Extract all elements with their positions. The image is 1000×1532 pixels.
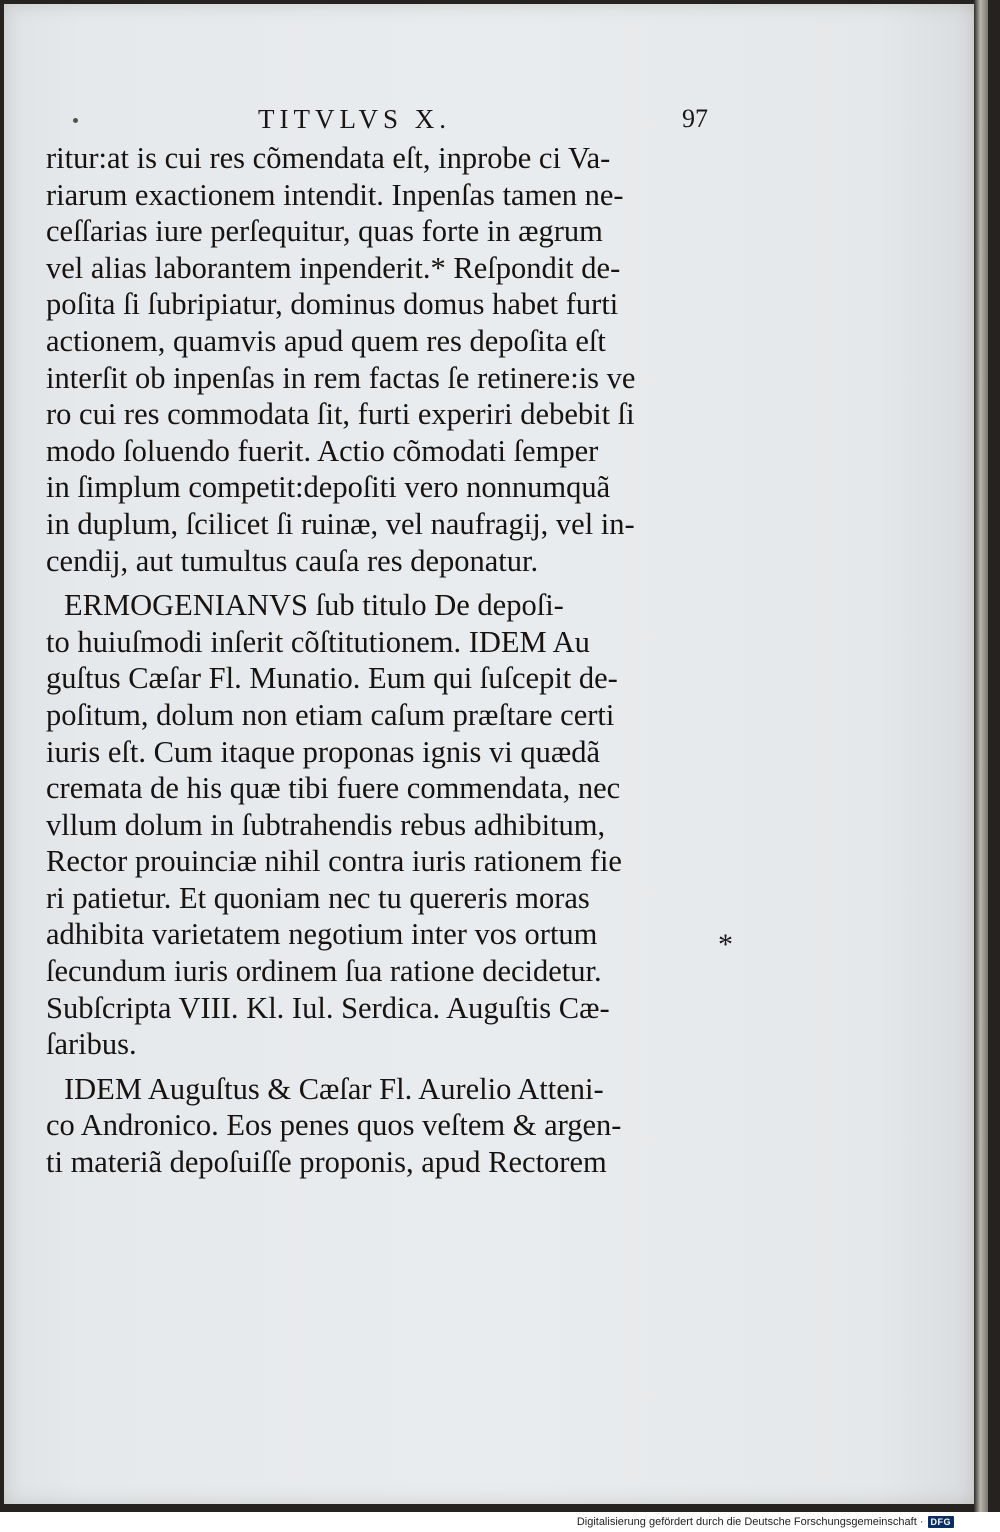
text-line: actionem, quamvis apud quem res depoſita eſt [46,323,606,358]
running-head [0,104,1000,140]
text-line: ſecundum iuris ordinem ſua ratione decidetur. [46,954,602,989]
paragraph-gap [46,1063,716,1071]
running-title: TITVLVS X. [258,104,452,134]
text-line: vel alias laborantem inpenderit.* Reſpondit de- [46,250,621,285]
text-line: interſit ob inpenſas in rem factas ſe retinere:is ve [46,360,636,395]
text-line: ri patietur. Et quoniam nec tu quereris moras [46,880,590,915]
credit-text: Digitalisierung gefördert durch die Deutsche Forschungsgemeinschaft · [576,1516,924,1528]
text-line: Subſcripta VIII. Kl. Iul. Serdica. Auguſtis Cæ- [46,990,610,1025]
page-number: 97 [682,104,708,133]
text-line: poſitum, dolum non etiam caſum præſtare certi [46,697,615,732]
text-line: ti materiã depoſuiſſe proponis, apud Rectorem [46,1145,607,1180]
dfg-logo: DFG [928,1516,955,1528]
marginal-asterisk: * [718,928,733,961]
text-line: iuris eſt. Cum itaque proponas ignis vi quædã [46,734,601,769]
text-line: riarum exactionem intendit. Inpenſas tamen ne- [46,177,624,212]
text-line: Rector prouinciæ nihil contra iuris rationem fie [46,844,622,879]
text-line: in duplum, ſcilicet ſi ruinæ, vel naufragij, vel in- [46,506,635,541]
text-line: poſita ſi ſubripiatur, dominus domus habet furti [46,287,619,322]
text-line: ritur:at is cui res cõmendata eſt, inprobe ci Va- [46,141,611,175]
text-line: adhibita varietatem negotium inter vos ortum [46,917,598,952]
ornament-dot [73,118,78,123]
text-line: cremata de his quæ tibi fuere commendata, nec [46,771,621,806]
text-line: ceſſarias iure perſequitur, quas forte in ægrum [46,214,603,249]
text-line: ERMOGENIANVS ſub titulo De depoſi- [64,588,564,623]
paragraph-gap [46,579,716,587]
text-line: ro cui res commodata ſit, furti experiri debebit ſi [46,397,635,432]
digitization-credit [577,1512,954,1532]
text-line: ſaribus. [46,1027,137,1062]
text-line: to huiuſmodi inſerit cõſtitutionem. IDEM Au [46,624,590,659]
text-line: modo ſoluendo fuerit. Actio cõmodati ſemper [46,433,599,468]
text-line: IDEM Auguſtus & Cæſar Fl. Aurelio Atteni- [64,1071,604,1106]
text-line: cendij, aut tumultus cauſa res deponatur. [46,543,539,578]
body-text [46,140,716,1181]
book-edge [974,0,988,1512]
text-line: co Andronico. Eos penes quos veſtem & argen- [46,1108,622,1143]
text-line: guſtus Cæſar Fl. Munatio. Eum qui ſuſcepit de- [46,661,618,696]
text-line: in ſimplum competit:depoſiti vero nonnumquã [46,470,611,505]
text-line: vllum dolum in ſubtrahendis rebus adhibitum, [46,807,606,842]
